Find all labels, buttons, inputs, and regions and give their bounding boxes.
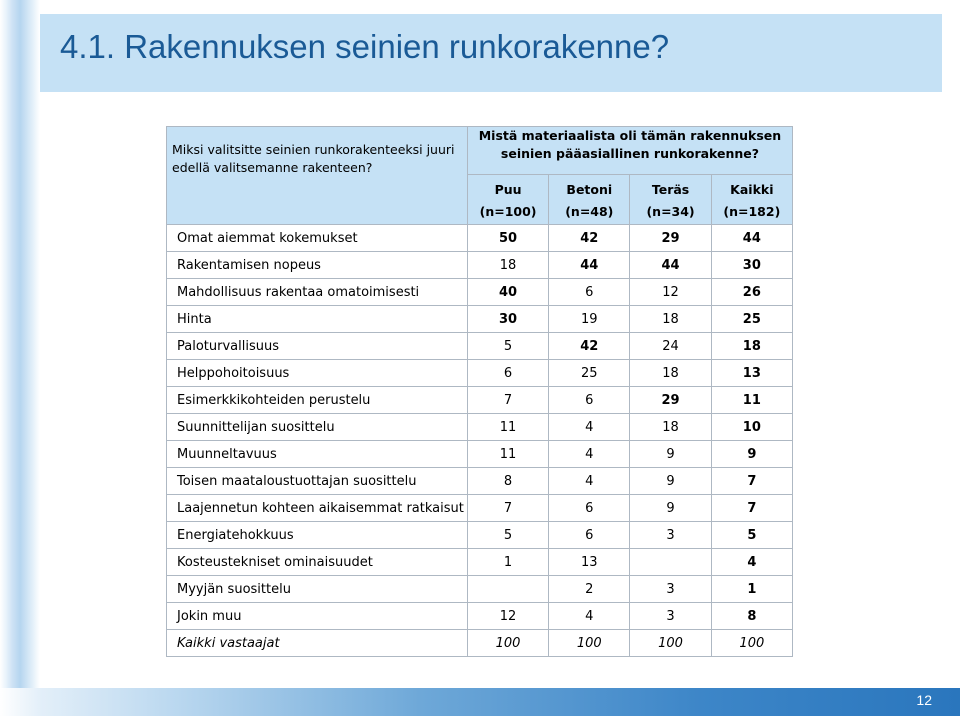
column-header-teras [630, 175, 711, 225]
column-name: Teräs [651, 182, 690, 197]
row-label: Jokin muu [167, 603, 468, 630]
column-header-puu [467, 175, 548, 225]
column-n: (n=182) [723, 204, 781, 219]
table-cell: 7 [711, 495, 792, 522]
table-cell: 24 [630, 333, 711, 360]
table-cell: 6 [549, 387, 630, 414]
table-row [167, 603, 793, 630]
column-name: Betoni [566, 182, 613, 197]
table-cell: 3 [630, 522, 711, 549]
row-label: Kosteustekniset ominaisuudet [167, 549, 468, 576]
table-cell: 25 [711, 306, 792, 333]
table-cell: 11 [467, 441, 548, 468]
page-number: 12 [916, 692, 932, 708]
table-cell: 6 [549, 495, 630, 522]
table-cell: 18 [467, 252, 548, 279]
table-cell: 30 [711, 252, 792, 279]
table-row [167, 441, 793, 468]
column-header-kaikki [711, 175, 792, 225]
table-cell: 42 [549, 333, 630, 360]
table-cell: 6 [549, 279, 630, 306]
row-question-header: Miksi valitsitte seinien runkorakenteeksi juuri edellä valitsemanne rakenteen? [167, 127, 468, 225]
table-cell: 4 [549, 468, 630, 495]
table-cell: 9 [630, 441, 711, 468]
table-cell: 3 [630, 576, 711, 603]
table-row [167, 495, 793, 522]
row-label: Energiatehokkuus [167, 522, 468, 549]
table-cell: 18 [711, 333, 792, 360]
table-row [167, 576, 793, 603]
table-row [167, 279, 793, 306]
table-cell: 100 [467, 630, 548, 657]
column-header-betoni [549, 175, 630, 225]
column-n: (n=48) [565, 204, 614, 219]
table-row [167, 414, 793, 441]
column-n: (n=100) [479, 204, 537, 219]
table-row [167, 630, 793, 657]
column-name: Kaikki [730, 182, 774, 197]
table-cell: 4 [711, 549, 792, 576]
table-cell: 2 [549, 576, 630, 603]
table-row [167, 225, 793, 252]
table-row [167, 468, 793, 495]
table-cell: 30 [467, 306, 548, 333]
table-row [167, 522, 793, 549]
row-label: Esimerkkikohteiden perustelu [167, 387, 468, 414]
table-cell: 8 [711, 603, 792, 630]
row-label: Suunnittelijan suosittelu [167, 414, 468, 441]
row-label: Helppohoitoisuus [167, 360, 468, 387]
table-cell: 9 [630, 495, 711, 522]
row-label: Hinta [167, 306, 468, 333]
row-label: Omat aiemmat kokemukset [167, 225, 468, 252]
table-row [167, 549, 793, 576]
table-row [167, 252, 793, 279]
table-cell: 13 [711, 360, 792, 387]
table-cell: 11 [711, 387, 792, 414]
row-label: Laajennetun kohteen aikaisemmat ratkaisut [167, 495, 468, 522]
row-label: Kaikki vastaajat [167, 630, 468, 657]
left-decor-stripe [0, 0, 40, 716]
table-cell: 29 [630, 225, 711, 252]
table-cell: 10 [711, 414, 792, 441]
row-label: Toisen maataloustuottajan suosittelu [167, 468, 468, 495]
table-cell: 44 [630, 252, 711, 279]
table-cell: 8 [467, 468, 548, 495]
footer-band [0, 688, 960, 716]
table-cell: 7 [711, 468, 792, 495]
table-cell: 18 [630, 306, 711, 333]
table-cell: 6 [467, 360, 548, 387]
table-cell: 1 [711, 576, 792, 603]
column-n: (n=34) [646, 204, 695, 219]
table-cell: 18 [630, 360, 711, 387]
table-cell: 12 [630, 279, 711, 306]
table-cell: 9 [711, 441, 792, 468]
table-cell: 26 [711, 279, 792, 306]
slide-title: 4.1. Rakennuksen seinien runkorakenne? [60, 28, 670, 65]
table-cell: 12 [467, 603, 548, 630]
table-cell: 100 [549, 630, 630, 657]
column-question-header: Mistä materiaalista oli tämän rakennuksen seinien pääasiallinen runkorakenne? [467, 127, 792, 175]
table-cell: 42 [549, 225, 630, 252]
table-cell: 44 [549, 252, 630, 279]
table-cell: 19 [549, 306, 630, 333]
table-cell: 9 [630, 468, 711, 495]
table-cell: 7 [467, 495, 548, 522]
table-cell: 25 [549, 360, 630, 387]
table-cell [630, 549, 711, 576]
table-cell: 44 [711, 225, 792, 252]
table-cell: 100 [630, 630, 711, 657]
row-label: Myyjän suosittelu [167, 576, 468, 603]
table-cell [467, 576, 548, 603]
table-cell: 100 [711, 630, 792, 657]
table-cell: 4 [549, 414, 630, 441]
table-cell: 4 [549, 441, 630, 468]
table-cell: 18 [630, 414, 711, 441]
table-cell: 3 [630, 603, 711, 630]
row-label: Paloturvallisuus [167, 333, 468, 360]
table-cell: 5 [467, 333, 548, 360]
table-cell: 5 [711, 522, 792, 549]
table-row [167, 387, 793, 414]
results-table [166, 126, 793, 657]
table-cell: 13 [549, 549, 630, 576]
table-cell: 1 [467, 549, 548, 576]
table-row [167, 360, 793, 387]
table-cell: 4 [549, 603, 630, 630]
table-cell: 11 [467, 414, 548, 441]
table-cell: 7 [467, 387, 548, 414]
column-name: Puu [494, 182, 522, 197]
table-cell: 29 [630, 387, 711, 414]
row-label: Rakentamisen nopeus [167, 252, 468, 279]
table-cell: 50 [467, 225, 548, 252]
table-cell: 6 [549, 522, 630, 549]
table-row [167, 306, 793, 333]
table-cell: 40 [467, 279, 548, 306]
table-cell: 5 [467, 522, 548, 549]
row-label: Muunneltavuus [167, 441, 468, 468]
row-label: Mahdollisuus rakentaa omatoimisesti [167, 279, 468, 306]
table-row [167, 333, 793, 360]
